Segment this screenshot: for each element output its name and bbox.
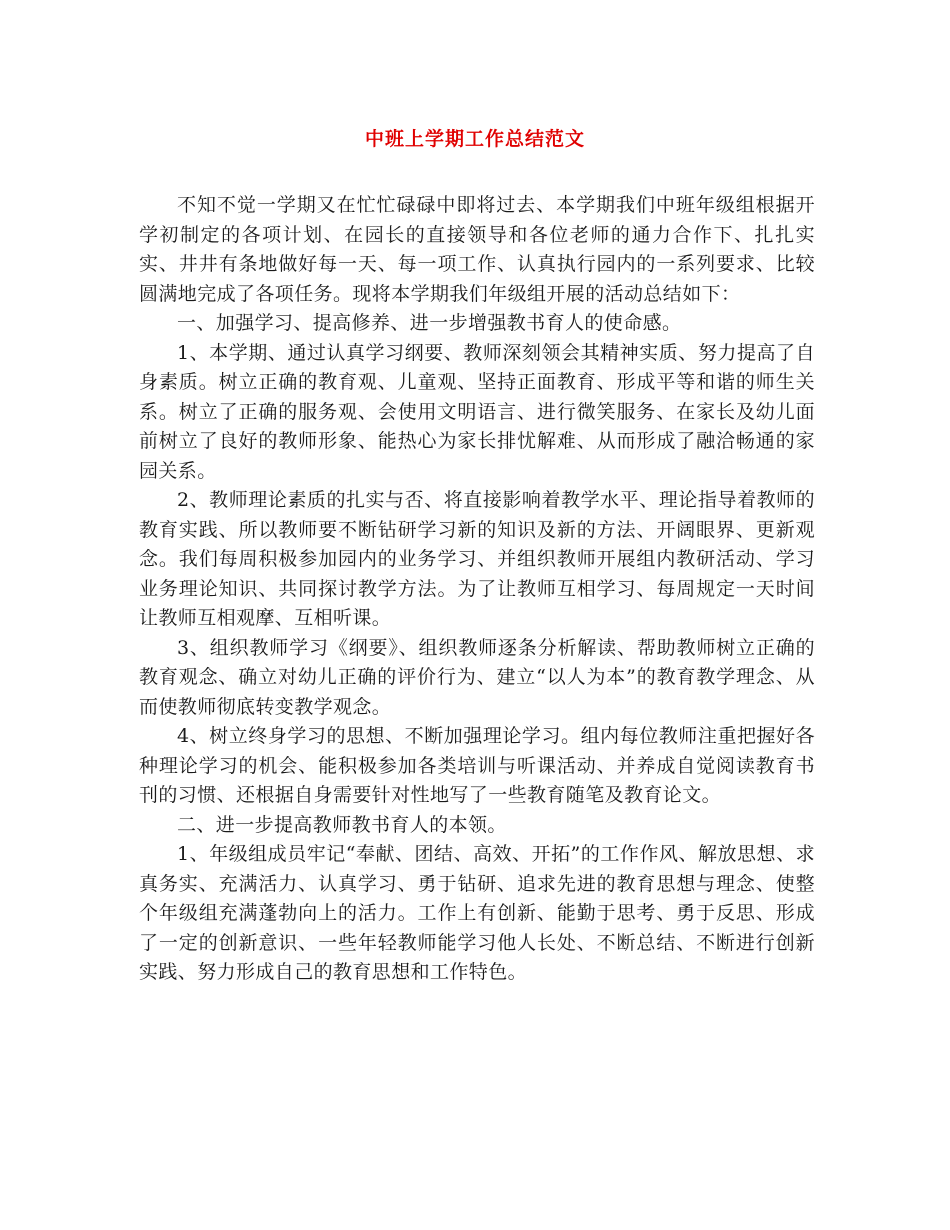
paragraph-1-1: 1、本学期、通过认真学习纲要、教师深刻领会其精神实质、努力提高了自身素质。树立正确的教育观、儿童观、坚持正面教育、形成平等和谐的师生关系。树立了正确的服务观、会使用文明语言、进行微笑服务、在家长及幼儿面前树立了良好的教师形象、能热心为家长排忧解难、从而形成了融洽畅通的家园关系。 — [139, 341, 815, 482]
paragraph-2-1: 1、年级组成员牢记“奉献、团结、高效、开拓”的工作作风、解放思想、求真务实、充满活力、认真学习、勇于钻研、追求先进的教育思想与理念、使整个年级组充满蓬勃向上的活力。工作上有创新、能勤于思考、勇于反思、形成了一定的创新意识、一些年轻教师能学习他人长处、不断总结、不断进行创新实践、努力形成自己的教育思想和工作特色。 — [139, 843, 815, 983]
document-body — [139, 191, 815, 988]
section-heading-2: 二、进一步提高教师教书育人的本领。 — [177, 813, 507, 836]
paragraph-intro: 不知不觉一学期又在忙忙碌碌中即将过去、本学期我们中班年级组根据开学初制定的各项计划、在园长的直接领导和各位老师的通力合作下、扎扎实实、井井有条地做好每一天、每一项工作、认真执行园内的一系列要求、比较圆满地完成了各项任务。现将本学期我们年级组开展的活动总结如下： — [139, 194, 815, 305]
section-heading-1: 一、加强学习、提高修养、进一步增强教书育人的使命感。 — [177, 312, 682, 334]
paragraph-1-2: 2、教师理论素质的扎实与否、将直接影响着教学水平、理论指导着教师的教育实践、所以教师要不断钻研学习新的知识及新的方法、开阔眼界、更新观念。我们每周积极参加园内的业务学习、并组织教师开展组内教研活动、学习业务理论知识、共同探讨教学方法。为了让教师互相学习、每周规定一天时间让教师互相观摩、互相听课。 — [139, 489, 815, 629]
paragraph-1-4: 4、树立终身学习的思想、不断加强理论学习。组内每位教师注重把握好各种理论学习的机会、能积极参加各类培训与听课活动、并养成自觉阅读教育书刊的习惯、还根据自身需要针对性地写了一些教育随笔及教育论文。 — [139, 725, 815, 806]
paragraph-1-3: 3、组织教师学习《纲要》、组织教师逐条分析解读、帮助教师树立正确的教育观念、确立对幼儿正确的评价行为、建立“以人为本”的教育教学理念、从而使教师彻底转变教学观念。 — [139, 636, 815, 718]
document-title: 中班上学期工作总结范文 — [364, 128, 585, 150]
